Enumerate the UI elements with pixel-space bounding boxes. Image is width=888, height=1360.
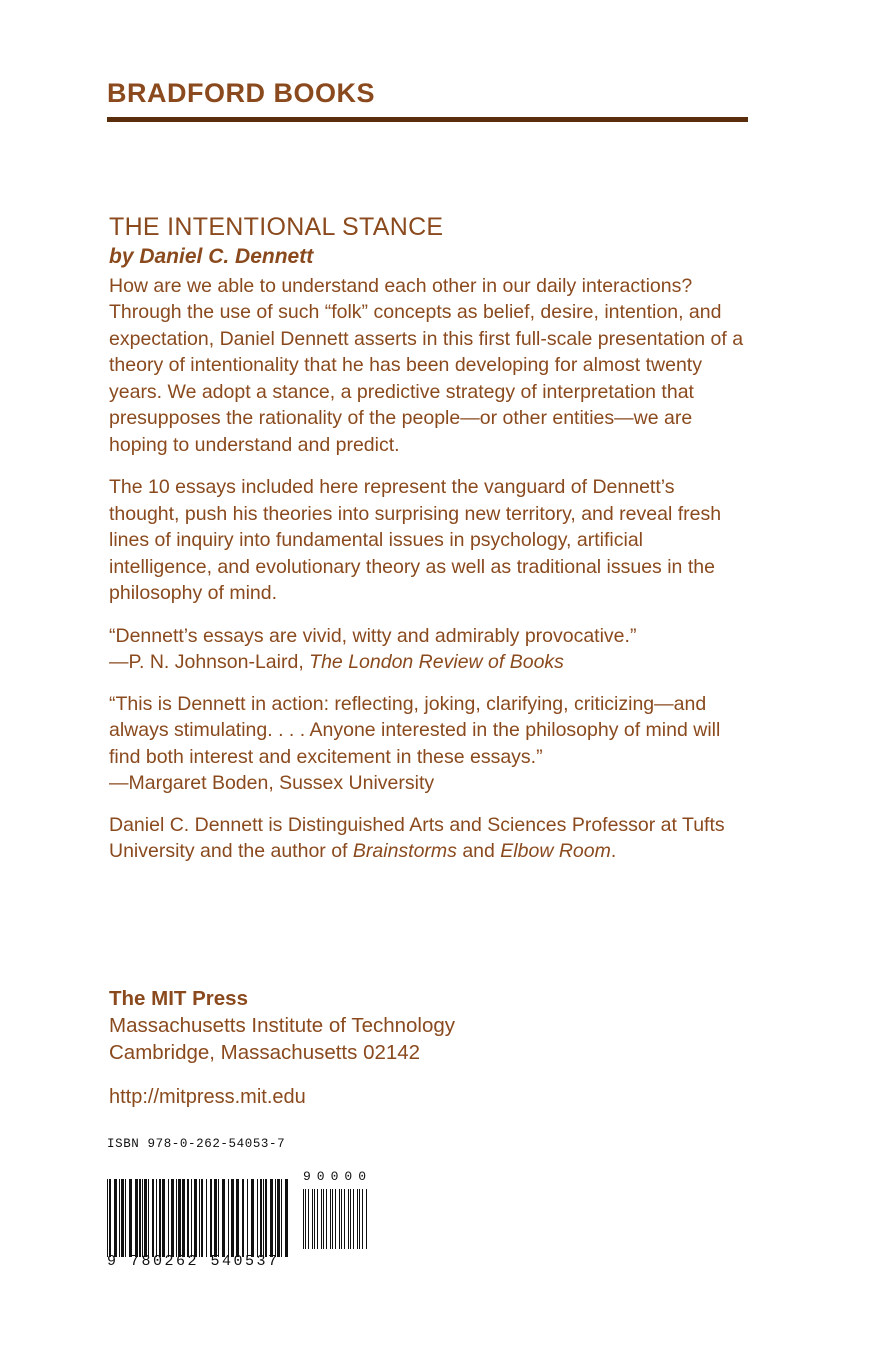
blurb-2: [109, 691, 749, 797]
blurb-1-attrib: [109, 651, 564, 673]
publisher-url[interactable]: http://mitpress.mit.edu: [109, 1086, 306, 1108]
isbn-barcode-block: [107, 1137, 397, 1270]
blurb-1-attrib-name: —P. N. Johnson-Laird,: [109, 651, 310, 674]
blurb-1-attrib-source: The London Review of Books: [309, 651, 564, 674]
isbn-label: ISBN 978-0-262-54053-7: [107, 1137, 286, 1151]
barcode-ean-digits: 9 780262 540537: [107, 1253, 280, 1270]
author-note-end: .: [610, 840, 617, 863]
publisher-address-line-1: Massachusetts Institute of Technology: [109, 1014, 456, 1037]
blurb-2-attrib: —Margaret Boden, Sussex University: [109, 772, 435, 795]
blurb-1: [109, 623, 749, 676]
imprint-heading: BRADFORD BOOKS: [107, 78, 375, 108]
book-byline: by Daniel C. Dennett: [109, 244, 314, 268]
author-note: [109, 812, 749, 865]
barcode-addon5: [303, 1189, 368, 1249]
barcode-group: [107, 1157, 397, 1270]
book-title: THE INTENTIONAL STANCE: [109, 213, 444, 241]
author-note-work-2: Elbow Room: [500, 840, 611, 863]
blurb-2-quote: “This is Dennett in action: reflecting, joking, clarifying, criticizing—and always stimulating. . . . Anyone interested in the philosophy of mind will find both interest and excitement in these essays.”: [109, 692, 721, 768]
publisher-address-line-2: Cambridge, Massachusetts 02142: [109, 1041, 421, 1064]
publisher-name: The MIT Press: [109, 987, 248, 1010]
description-paragraph-2: The 10 essays included here represent the vanguard of Dennett’s thought, push his theories into surprising new territory, and reveal fresh lines of inquiry into fundamental issues in psychology, artificial intelligence, and evolutionary theory as well as traditional issues in the philosophy of mind.: [109, 476, 722, 605]
description-paragraph-1: How are we able to understand each other in our daily interactions? Through the use of such “folk” concepts as belief, desire, intention, and expectation, Daniel Dennett asserts in this first full-scale presentation of a theory of intentionality that he has been developing for almost twenty years. We adopt a stance, a predictive strategy of interpretation that presupposes the rationality of the people—or other entities—we are hoping to understand and predict.: [109, 274, 744, 456]
cover-copy: [109, 213, 749, 881]
author-note-lead: Daniel C. Dennett is Distinguished Arts and Sciences Professor at Tufts University and the author of: [109, 813, 725, 863]
publisher-block: [109, 985, 749, 1111]
blurb-1-quote: “Dennett’s essays are vivid, witty and admirably provocative.”: [109, 624, 637, 647]
author-note-work-1: Brainstorms: [352, 840, 457, 863]
barcode-ean13: [107, 1179, 291, 1257]
barcode-addon-digits: 90000: [303, 1169, 373, 1184]
author-note-joiner: and: [456, 840, 501, 863]
header-divider: [107, 117, 748, 122]
